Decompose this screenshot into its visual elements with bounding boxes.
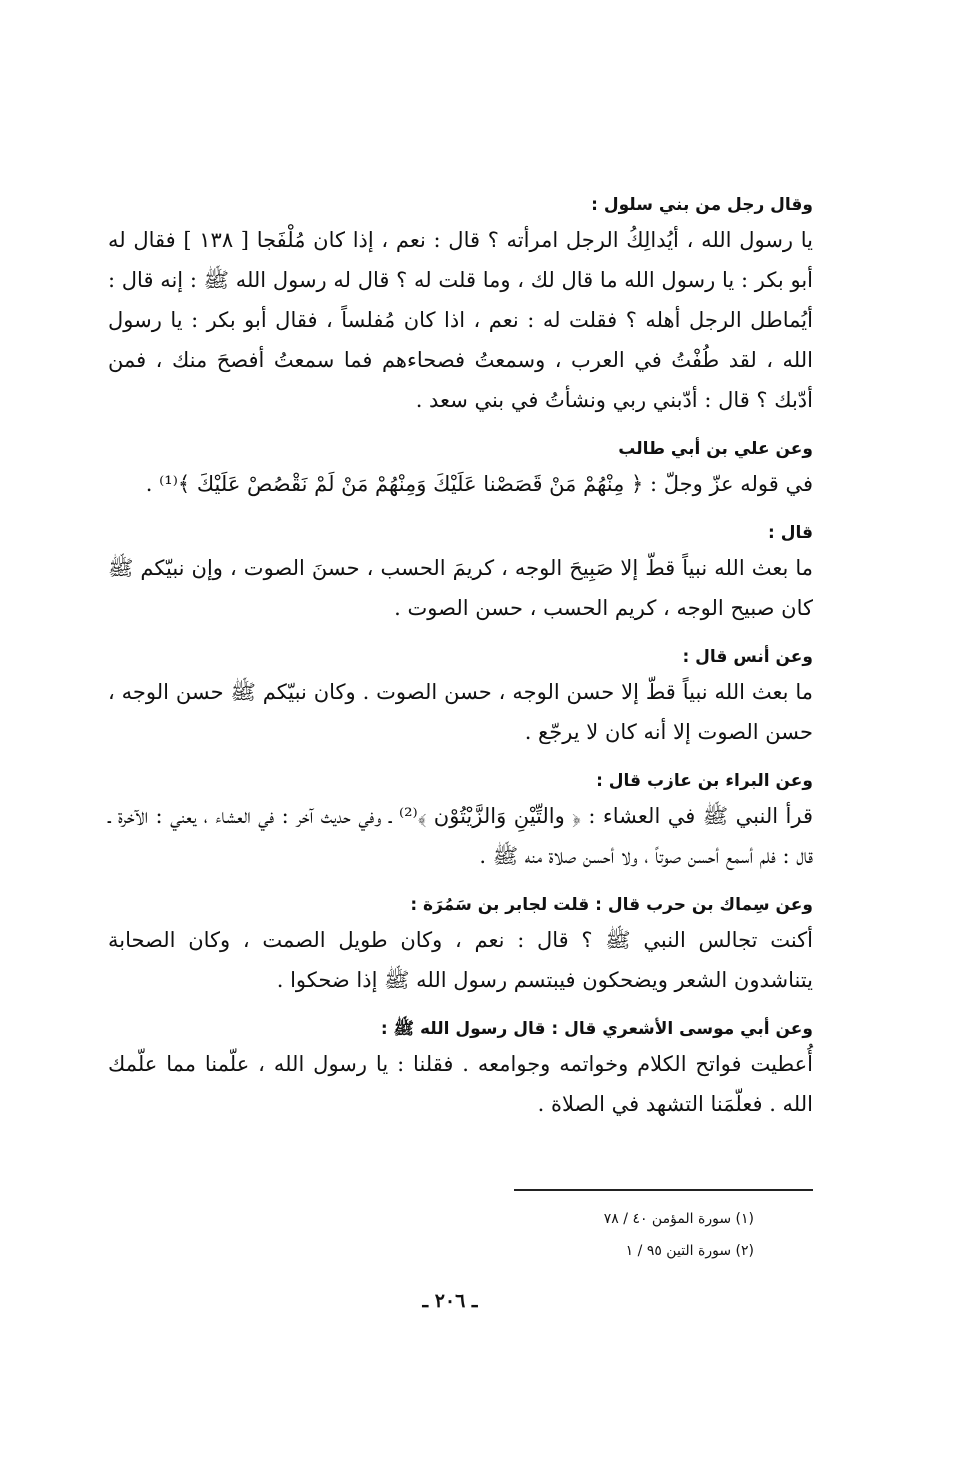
page-number: ـ ٢٠٦ ـ — [422, 1290, 478, 1312]
section-heading: قال : — [768, 523, 813, 543]
section-text: في قوله عزّ وجلّ : ﴿ مِنْهُمْ مَنْ قَصَصْنا عَلَيْكَ وَمِنْهُمْ مَنْ لَمْ نَقْصُصْ عَلَيْكَ ﴾⁽¹⁾ . — [145, 472, 813, 496]
section-text: ما بعث الله نبياً قطّ إلا حسن الوجه ، حسن الصوت . وكان نبيّكم ﷺ حسن الوجه ، حسن الصوت إلا أنه كان لا يرجّع . — [108, 680, 813, 744]
page-body — [108, 190, 813, 1138]
section-text: ما بعث الله نبياً قطّ إلا صَبِيحَ الوجه ، كريمَ الحسب ، حسنَ الصوت ، وإن نبيّكم ﷺ كان صبيح الوجه ، كريم الحسب ، حسن الصوت . — [108, 556, 813, 620]
footnote: (١) سورة المؤمن ٤٠ / ٧٨ — [603, 1211, 754, 1227]
section-heading: وقال رجل من بني سلول : — [591, 195, 813, 215]
section-heading: وعن أبي موسى الأشعري قال : قال رسول الله ﷺ : — [380, 1019, 813, 1039]
section-text: يا رسول الله ، أيُدالِكُ الرجل امرأته ؟ قال : نعم ، إذا كان مُلْفَجا [ ١٣٨ ] فقال له أبو بكر : يا رسول الله ما قال لك ، وما قلت له ؟ قال له رسول الله ﷺ : إنه قال : أيُماطل الرجل أهله ؟ فقلت له : نعم ، اذا كان مُفلساً ، فقال أبو بكر : يا رسول الله ، لقد طُفْتُ في العرب ، وسمعتُ فصحاءهم فما سمعتُ أفصحَ منك ، فمن أدّبك ؟ قال : أدّبني ربي ونشأتُ في بني سعد . — [108, 228, 813, 412]
footnotes — [514, 1203, 754, 1267]
section-text: قرأ النبي ﷺ في العشاء : ﴿ والتِّيْنِ وَالزَّيْتُوْن ﴾⁽²⁾ ـ وفي حديث آخر : في العشاء ، يعني : الآخرة ـ قال : فلم أسمع أحسن صوتاً ، ولا أحسن صلاة منه ﷺ . — [108, 804, 813, 868]
section-heading: وعن أنس قال : — [682, 647, 813, 667]
section-text: أُعطيت فواتح الكلام وخواتمه وجوامعه . فقلنا : يا رسول الله ، علّمنا مما علّمك الله . فعلّمَنا التشهد في الصلاة . — [108, 1052, 813, 1116]
section-text: أكنت تجالس النبي ﷺ ؟ قال : نعم ، وكان طويل الصمت ، وكان الصحابة يتناشدون الشعر ويضحكون فيبتسم رسول الله ﷺ إذا ضحكوا . — [108, 928, 813, 992]
section-heading: وعن سِماك بن حرب قال : قلت لجابر بن سَمُرَة : — [410, 895, 813, 915]
section-heading: وعن البراء بن عازب قال : — [596, 771, 813, 791]
section-heading: وعن علي بن أبي طالب — [618, 439, 813, 459]
footnote: (٢) سورة التين ٩٥ / ١ — [625, 1243, 754, 1259]
footnote-divider — [514, 1189, 813, 1191]
